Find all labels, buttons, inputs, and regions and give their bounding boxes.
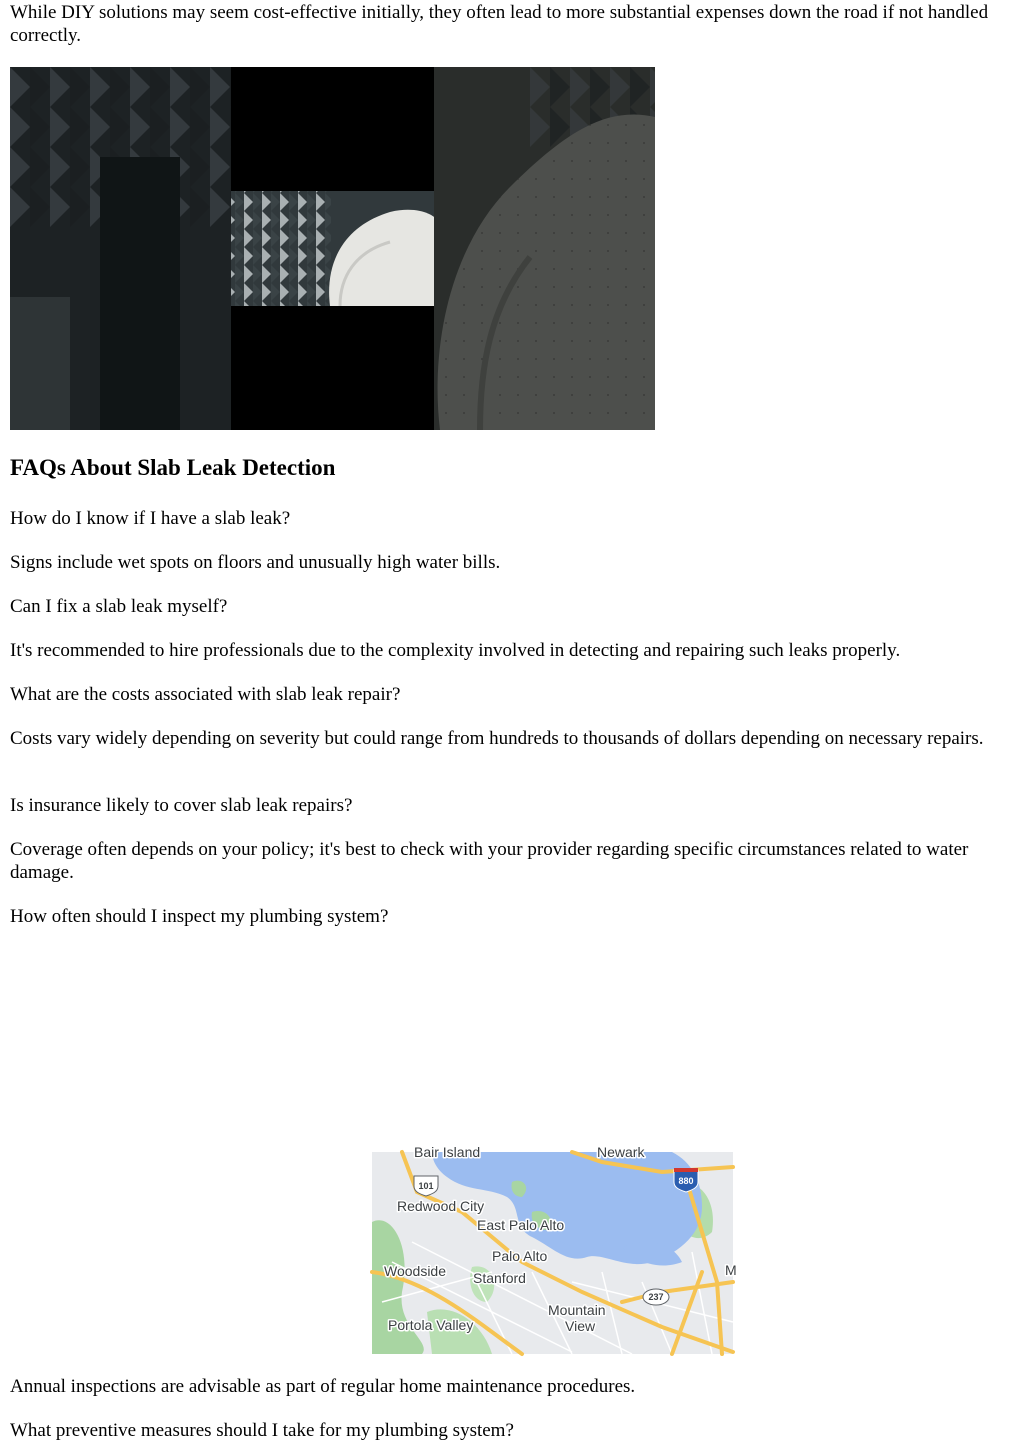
map-label-palo-alto: Palo Alto: [492, 1248, 548, 1264]
map-graphic: [372, 1144, 737, 1354]
map-label-woodside: Woodside: [384, 1263, 447, 1279]
map-label-m: M: [725, 1262, 737, 1278]
map-label-newark: Newark: [597, 1144, 645, 1160]
faq-question: What are the costs associated with slab leak repair?: [10, 684, 401, 705]
faq-heading: FAQs About Slab Leak Detection: [10, 455, 336, 480]
faq-question: How often should I inspect my plumbing system?: [10, 906, 389, 927]
faq-answer: Coverage often depends on your policy; it's best to check with your provider regarding specific circumstances related to water damage.: [10, 839, 969, 883]
map-label-mountain-view-2: View: [565, 1318, 596, 1334]
faq-question: Is insurance likely to cover slab leak repairs?: [10, 795, 353, 816]
hero-photo: [10, 67, 655, 430]
i880-shield-icon: [674, 1168, 698, 1192]
faq-question: What preventive measures should I take for my plumbing system?: [10, 1420, 514, 1441]
photo-graphic: [10, 67, 655, 430]
map-label-stanford: Stanford: [473, 1270, 526, 1286]
ca237-shield-icon: [643, 1289, 669, 1305]
faq-answer: It's recommended to hire professionals due to the complexity involved in detecting and repairing such leaks properly.: [10, 640, 901, 661]
faq-answer: Costs vary widely depending on severity but could range from hundreds to thousands of dollars depending on necessary repairs.: [10, 728, 984, 749]
intro-paragraph: While DIY solutions may seem cost-effective initially, they often lead to more substantial expenses down the road if not handled correctly.: [10, 2, 989, 46]
faq-question: Can I fix a slab leak myself?: [10, 596, 228, 617]
map-label-east-palo-alto: East Palo Alto: [477, 1217, 565, 1233]
faq-answer: Annual inspections are advisable as part of regular home maintenance procedures.: [10, 1376, 636, 1397]
svg-text:101: 101: [418, 1181, 434, 1191]
faq-answer: Signs include wet spots on floors and unusually high water bills.: [10, 552, 501, 573]
map-label-portola-valley: Portola Valley: [388, 1317, 474, 1333]
map-label-mountain-view: Mountain: [548, 1302, 606, 1318]
svg-text:237: 237: [648, 1292, 664, 1302]
embedded-map[interactable]: [372, 1144, 737, 1354]
faq-question: How do I know if I have a slab leak?: [10, 508, 291, 529]
svg-text:880: 880: [678, 1176, 694, 1186]
map-label-redwood-city: Redwood City: [397, 1198, 485, 1214]
map-label-bair-island: Bair Island: [414, 1144, 481, 1160]
